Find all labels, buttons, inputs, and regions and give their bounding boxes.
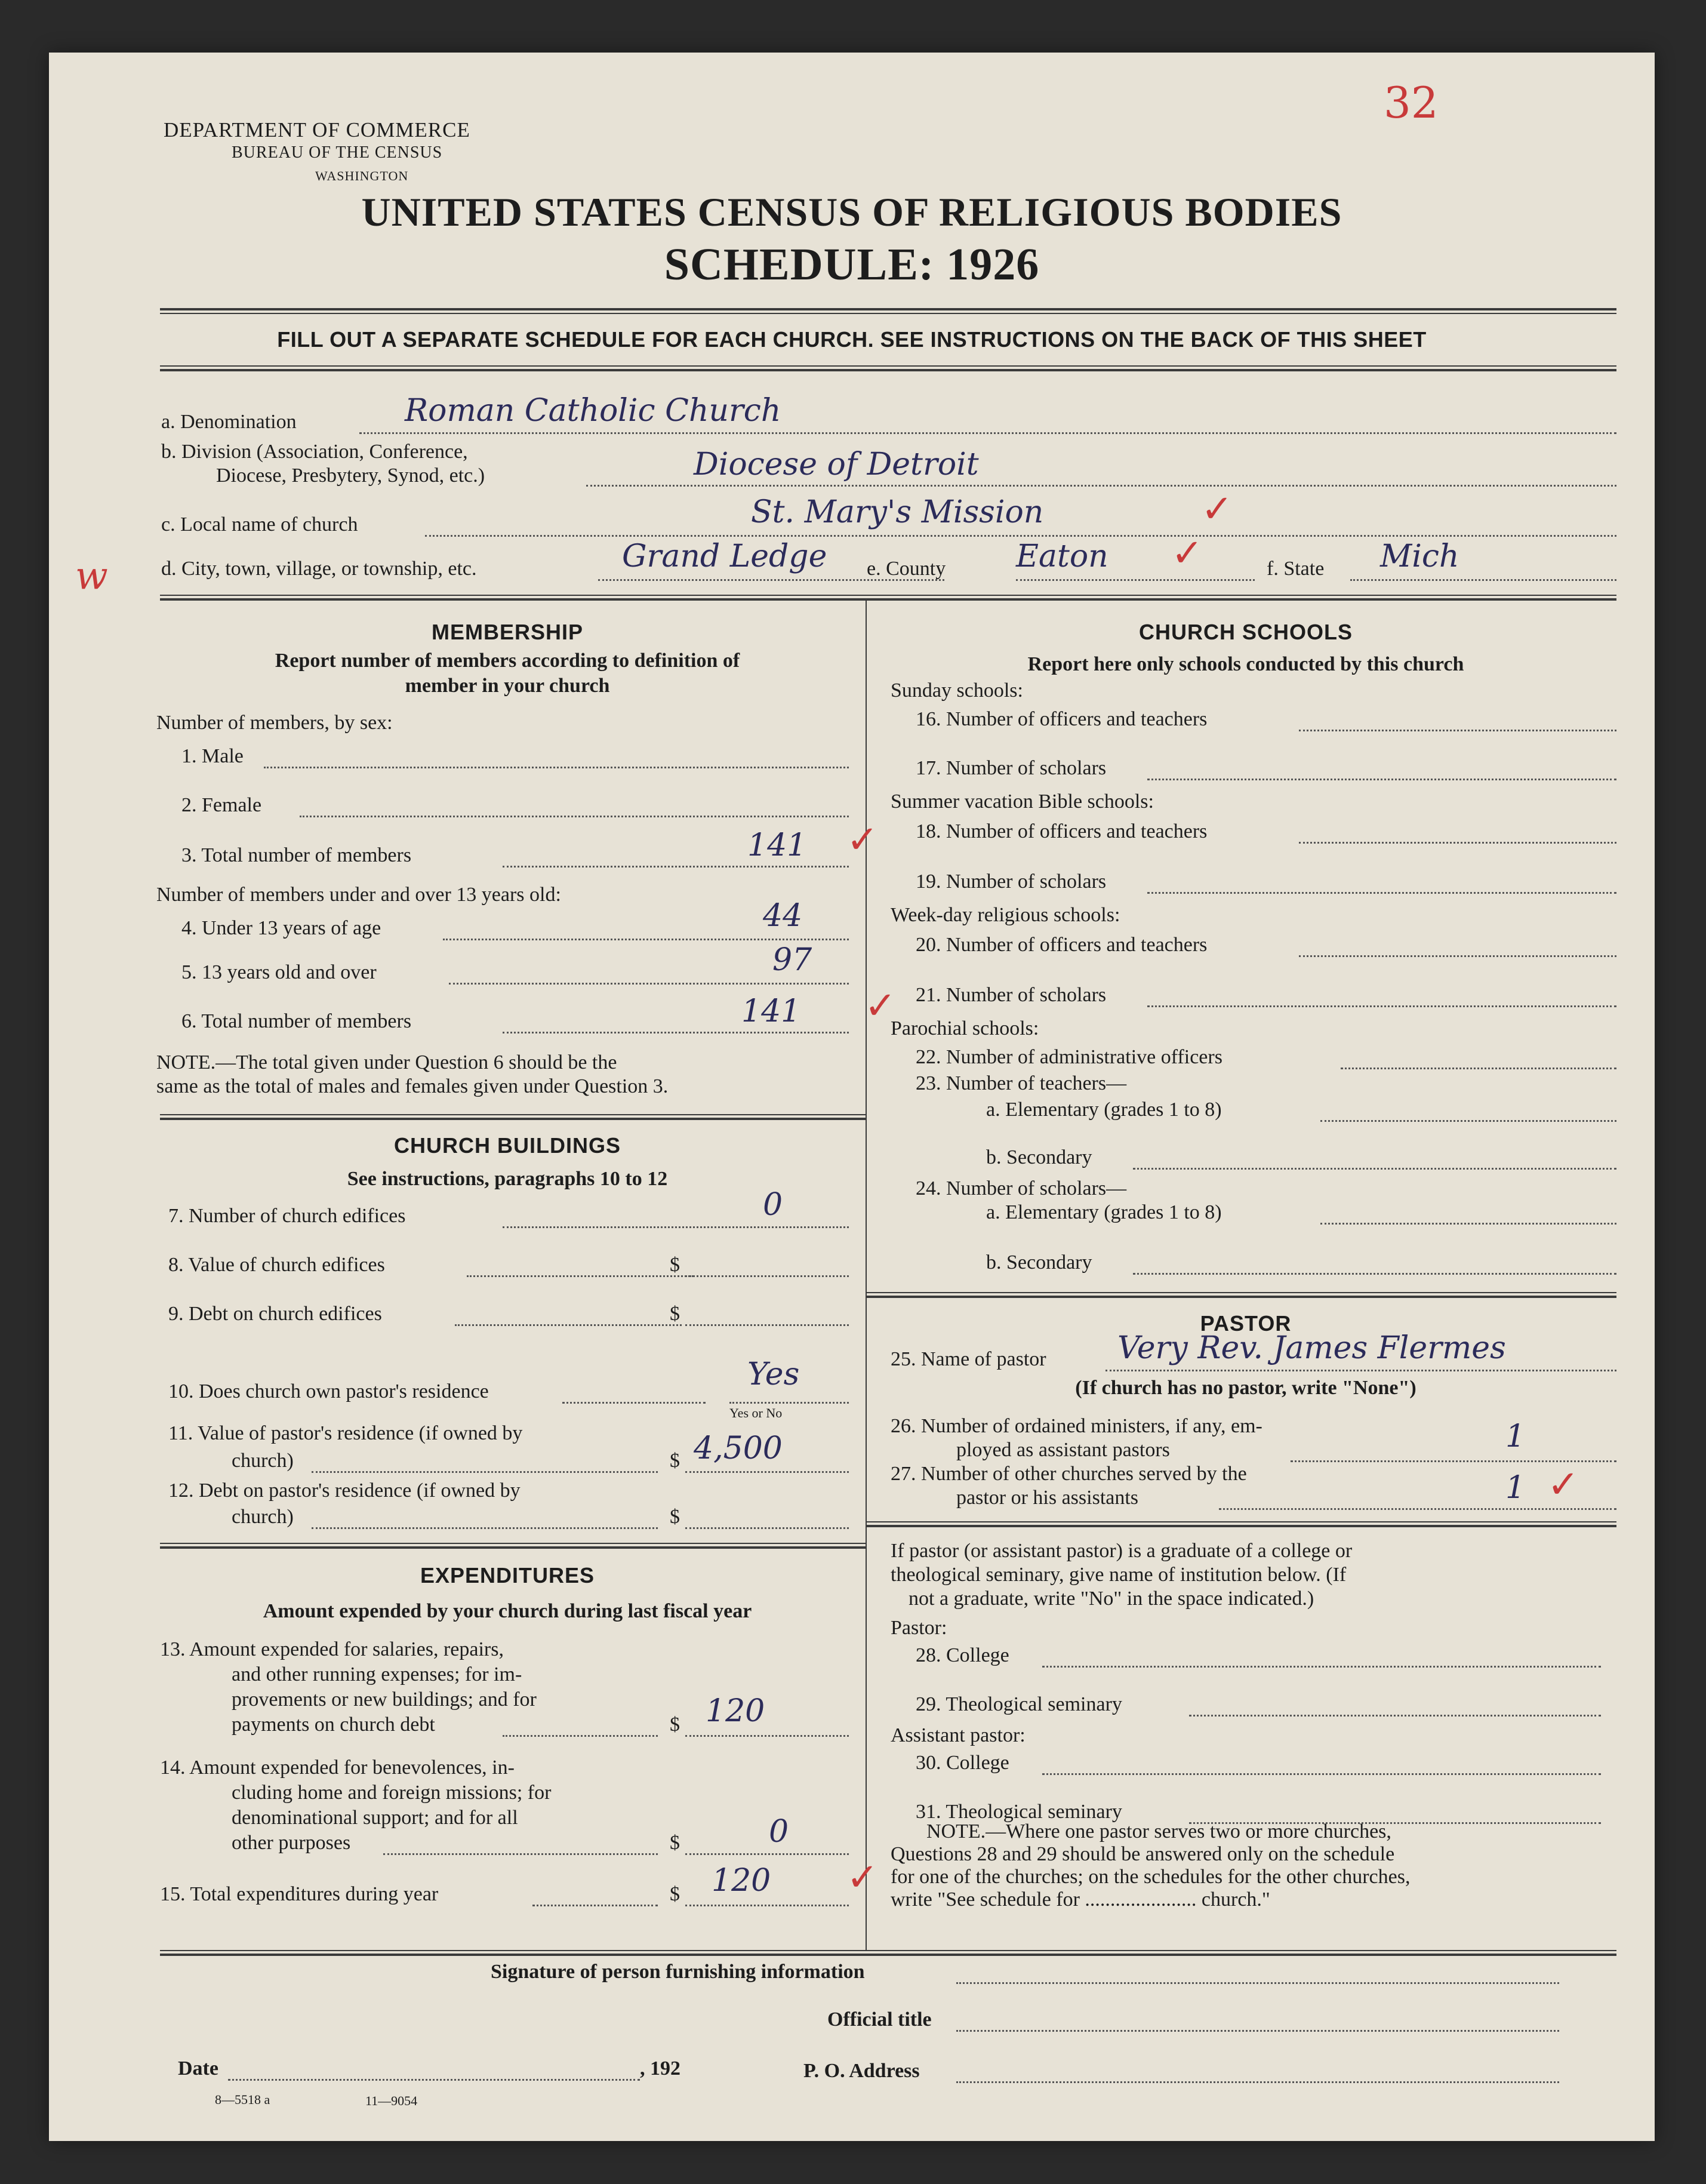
pastor-note-3: for one of the churches; on the schedules for the other churches, <box>891 1866 1411 1888</box>
q24b-line <box>1133 1273 1616 1275</box>
rule <box>160 313 1616 314</box>
membership-heading: MEMBERSHIP <box>431 620 584 644</box>
rule <box>160 595 1616 596</box>
q27-label-2: pastor or his assistants <box>956 1487 1139 1509</box>
official-title-label: Official title <box>827 2008 932 2031</box>
q10-value[interactable]: Yes <box>747 1356 800 1392</box>
denomination-value[interactable]: Roman Catholic Church <box>405 393 781 429</box>
summer-schools-label: Summer vacation Bible schools: <box>891 790 1154 813</box>
q9-amount-line <box>685 1324 849 1326</box>
q12-dollar: $ <box>670 1506 680 1528</box>
rule <box>867 1296 1616 1298</box>
division-label: b. Division (Association, Conference, <box>161 441 468 463</box>
q10-label: 10. Does church own pastor's residence <box>168 1380 489 1402</box>
q23a-label: a. Elementary (grades 1 to 8) <box>986 1099 1222 1121</box>
form-number: 8—5518 a <box>215 2092 270 2107</box>
local-name-label: c. Local name of church <box>161 513 358 536</box>
q12-amount-line <box>685 1527 849 1529</box>
q13-label-4: payments on church debt <box>232 1714 435 1736</box>
q15-amount-line <box>685 1905 849 1906</box>
membership-note: NOTE.—The total given under Question 6 should be the <box>156 1051 617 1073</box>
q4-line <box>443 939 849 940</box>
membership-intro: Report number of members according to definition of <box>275 650 740 672</box>
q11-label-2: church) <box>232 1450 294 1472</box>
q28-label: 28. College <box>916 1644 1009 1666</box>
graduate-instruction: If pastor (or assistant pastor) is a graduate of a college or <box>891 1540 1353 1562</box>
q14-dollar: $ <box>670 1832 680 1854</box>
q18-label: 18. Number of officers and teachers <box>916 820 1208 842</box>
pastor-heading: PASTOR <box>1200 1311 1292 1336</box>
q21-label: 21. Number of scholars <box>916 984 1107 1006</box>
denomination-label: a. Denomination <box>161 411 297 433</box>
q14-label: 14. Amount expended for benevolences, in- <box>160 1757 515 1779</box>
q24-label: 24. Number of scholars— <box>916 1177 1127 1199</box>
q8-amount-line <box>685 1275 849 1277</box>
rule <box>160 1954 1616 1956</box>
q1-line <box>264 767 849 768</box>
county-line <box>1016 579 1255 581</box>
q14-line <box>383 1853 658 1855</box>
q13-dollar: $ <box>670 1714 680 1736</box>
q16-label: 16. Number of officers and teachers <box>916 708 1208 730</box>
q23a-line <box>1320 1120 1616 1122</box>
q22-line <box>1341 1068 1616 1069</box>
q15-line <box>532 1905 658 1906</box>
buildings-intro: See instructions, paragraphs 10 to 12 <box>347 1168 668 1190</box>
signature-label: Signature of person furnishing information <box>491 1961 865 1983</box>
parochial-schools-label: Parochial schools: <box>891 1017 1039 1039</box>
city-town-value[interactable]: Grand Ledge <box>622 539 827 574</box>
print-number: 11—9054 <box>365 2093 418 2108</box>
q8-line <box>467 1275 694 1277</box>
q29-label: 29. Theological seminary <box>916 1693 1122 1715</box>
q14-label-2: cluding home and foreign missions; for <box>232 1782 552 1804</box>
q25-value[interactable]: Very Rev. James Flermes <box>1117 1330 1506 1366</box>
bureau-label: BUREAU OF THE CENSUS <box>232 143 443 162</box>
q13-label: 13. Amount expended for salaries, repairs, <box>160 1638 504 1660</box>
year-label: , 192 <box>640 2057 680 2080</box>
q22-label: 22. Number of administrative officers <box>916 1046 1222 1068</box>
q3-label: 3. Total number of members <box>181 844 412 866</box>
q25-note: (If church has no pastor, write "None") <box>1075 1377 1416 1399</box>
state-line <box>1350 579 1616 581</box>
date-line[interactable] <box>228 2079 640 2081</box>
city-label: WASHINGTON <box>315 168 409 183</box>
q2-line <box>300 816 849 817</box>
expenditures-heading: EXPENDITURES <box>420 1563 595 1588</box>
margin-mark: w <box>75 554 108 598</box>
graduate-instruction-2: theological seminary, give name of institution below. (If <box>891 1564 1347 1586</box>
rule <box>160 1546 866 1549</box>
rule <box>160 1543 866 1544</box>
sunday-schools-label: Sunday schools: <box>891 679 1023 702</box>
q4-value[interactable]: 44 <box>763 898 803 934</box>
q6-value[interactable]: 141 <box>741 993 801 1029</box>
q27-line <box>1219 1508 1616 1510</box>
q27-value[interactable]: 1 <box>1505 1470 1526 1506</box>
q23b-line <box>1133 1168 1616 1170</box>
q13-label-3: provements or new buildings; and for <box>232 1688 537 1711</box>
rule <box>867 1521 1616 1522</box>
q14-amount-line <box>685 1853 849 1855</box>
q27-label: 27. Number of other churches served by the <box>891 1463 1247 1485</box>
q15-dollar: $ <box>670 1883 680 1905</box>
column-divider <box>866 601 867 1950</box>
signature-line[interactable] <box>956 1982 1559 1984</box>
check-mark: ✓ <box>864 985 897 1027</box>
yes-no-hint: Yes or No <box>729 1405 783 1420</box>
city-town-label: d. City, town, village, or township, etc. <box>161 558 477 580</box>
expenditures-intro: Amount expended by your church during last fiscal year <box>263 1600 752 1622</box>
q5-line <box>449 983 849 985</box>
q3-line <box>503 866 849 868</box>
form-title: UNITED STATES CENSUS OF RELIGIOUS BODIES <box>361 189 1342 235</box>
q8-label: 8. Value of church edifices <box>168 1254 385 1276</box>
q20-line <box>1299 955 1616 957</box>
pastor-sublabel: Pastor: <box>891 1617 947 1639</box>
q3-value[interactable]: 141 <box>747 828 807 863</box>
q14-label-4: other purposes <box>232 1832 351 1854</box>
q13-value[interactable]: 120 <box>706 1693 765 1729</box>
q29-line <box>1189 1715 1601 1717</box>
q13-amount-line <box>685 1735 849 1737</box>
q8-dollar: $ <box>670 1254 680 1276</box>
q10-answer-line <box>729 1402 849 1404</box>
pastor-note: NOTE.—Where one pastor serves two or more churches, <box>926 1820 1391 1842</box>
q7-label: 7. Number of church edifices <box>168 1205 406 1227</box>
census-schedule-sheet <box>49 53 1655 2141</box>
q9-dollar: $ <box>670 1303 680 1325</box>
q4-label: 4. Under 13 years of age <box>181 917 381 939</box>
rule <box>160 369 1616 371</box>
pastor-note-4: write "See schedule for ...................... church." <box>891 1888 1270 1911</box>
q1-label: 1. Male <box>181 745 244 767</box>
graduate-instruction-3: not a graduate, write "No" in the space indicated.) <box>909 1588 1314 1610</box>
q24a-line <box>1320 1223 1616 1225</box>
q30-label: 30. College <box>916 1752 1009 1774</box>
q5-label: 5. 13 years old and over <box>181 961 377 983</box>
q15-label: 15. Total expenditures during year <box>160 1883 439 1905</box>
state-value[interactable]: Mich <box>1380 539 1459 574</box>
q6-line <box>503 1032 849 1033</box>
q12-line <box>312 1527 658 1529</box>
corner-number: 32 <box>1384 78 1439 128</box>
check-mark: ✓ <box>1201 488 1233 530</box>
division-line <box>586 485 1616 487</box>
q16-line <box>1299 730 1616 731</box>
q15-value[interactable]: 120 <box>712 1863 771 1899</box>
division-label-2: Diocese, Presbytery, Synod, etc.) <box>216 465 485 487</box>
q26-label-2: ployed as assistant pastors <box>956 1439 1170 1461</box>
q26-line <box>1291 1460 1616 1462</box>
rule <box>160 308 1616 310</box>
q30-line <box>1042 1773 1601 1775</box>
q31-label: 31. Theological seminary <box>916 1801 1122 1823</box>
q13-line <box>503 1735 658 1737</box>
q9-label: 9. Debt on church edifices <box>168 1303 382 1325</box>
q12-label-2: church) <box>232 1506 294 1528</box>
buildings-heading: CHURCH BUILDINGS <box>394 1133 621 1158</box>
pastor-note-2: Questions 28 and 29 should be answered only on the schedule <box>891 1843 1395 1865</box>
q13-label-2: and other running expenses; for im- <box>232 1663 522 1685</box>
po-address-line[interactable] <box>956 2081 1559 2083</box>
q12-label: 12. Debt on pastor's residence (if owned by <box>168 1479 521 1502</box>
q18-line <box>1299 842 1616 844</box>
q11-line <box>312 1471 658 1473</box>
po-address-label: P. O. Address <box>803 2060 920 2082</box>
membership-note-2: same as the total of males and females given under Question 3. <box>156 1075 669 1097</box>
schedule-title: SCHEDULE: 1926 <box>664 239 1040 290</box>
denomination-line <box>359 432 1616 434</box>
q7-value[interactable]: 0 <box>763 1187 783 1223</box>
schools-intro: Report here only schools conducted by this church <box>1027 653 1464 675</box>
q11-value[interactable]: 4,500 <box>694 1431 783 1466</box>
check-mark: ✓ <box>1171 532 1203 574</box>
q19-line <box>1147 892 1616 894</box>
q7-line <box>503 1226 849 1228</box>
rule <box>867 1292 1616 1293</box>
local-name-value[interactable]: St. Mary's Mission <box>751 494 1044 530</box>
local-name-line <box>425 535 1616 537</box>
county-label: e. County <box>867 558 946 580</box>
q26-label: 26. Number of ordained ministers, if any, em- <box>891 1415 1262 1437</box>
q23b-label: b. Secondary <box>986 1146 1092 1168</box>
q2-label: 2. Female <box>181 794 262 816</box>
q11-dollar: $ <box>670 1450 680 1472</box>
department-label: DEPARTMENT OF COMMERCE <box>164 118 470 142</box>
q23-label: 23. Number of teachers— <box>916 1072 1127 1094</box>
rule <box>160 1950 1616 1951</box>
check-mark: ✓ <box>846 819 879 861</box>
schools-heading: CHURCH SCHOOLS <box>1138 620 1353 644</box>
q9-line <box>455 1324 682 1326</box>
members-by-sex-label: Number of members, by sex: <box>156 712 393 734</box>
rule <box>160 598 1616 601</box>
q10-line <box>562 1402 706 1404</box>
members-by-age-label: Number of members under and over 13 years old: <box>156 884 561 906</box>
state-label: f. State <box>1267 558 1325 580</box>
q19-label: 19. Number of scholars <box>916 870 1107 893</box>
q26-value[interactable]: 1 <box>1505 1419 1526 1454</box>
q24b-label: b. Secondary <box>986 1251 1092 1274</box>
q11-amount-line <box>685 1471 849 1473</box>
q25-label: 25. Name of pastor <box>891 1348 1046 1370</box>
q24a-label: a. Elementary (grades 1 to 8) <box>986 1201 1222 1223</box>
weekday-schools-label: Week-day religious schools: <box>891 904 1120 926</box>
official-title-line[interactable] <box>956 2030 1559 2032</box>
check-mark: ✓ <box>846 1856 879 1899</box>
check-mark: ✓ <box>1547 1463 1579 1506</box>
q17-line <box>1147 779 1616 780</box>
county-value[interactable]: Eaton <box>1016 539 1108 574</box>
q14-value[interactable]: 0 <box>769 1814 789 1850</box>
division-value[interactable]: Diocese of Detroit <box>694 447 979 482</box>
q28-line <box>1042 1666 1601 1668</box>
rule <box>160 365 1616 367</box>
q5-value[interactable]: 97 <box>772 942 812 978</box>
rule <box>160 1118 866 1120</box>
q25-line <box>1105 1370 1616 1371</box>
rule <box>160 1114 866 1115</box>
q17-label: 17. Number of scholars <box>916 757 1107 779</box>
q11-label: 11. Value of pastor's residence (if owned by <box>168 1422 523 1444</box>
q6-label: 6. Total number of members <box>181 1010 412 1032</box>
q21-line <box>1147 1005 1616 1007</box>
instruction-line: FILL OUT A SEPARATE SCHEDULE FOR EACH CHURCH. SEE INSTRUCTIONS ON THE BACK OF THIS SHEET <box>277 327 1427 352</box>
date-label: Date <box>178 2057 218 2080</box>
q14-label-3: denominational support; and for all <box>232 1807 518 1829</box>
assistant-pastor-sublabel: Assistant pastor: <box>891 1724 1026 1746</box>
rule <box>867 1525 1616 1527</box>
membership-intro-2: member in your church <box>405 675 610 697</box>
q20-label: 20. Number of officers and teachers <box>916 934 1208 956</box>
